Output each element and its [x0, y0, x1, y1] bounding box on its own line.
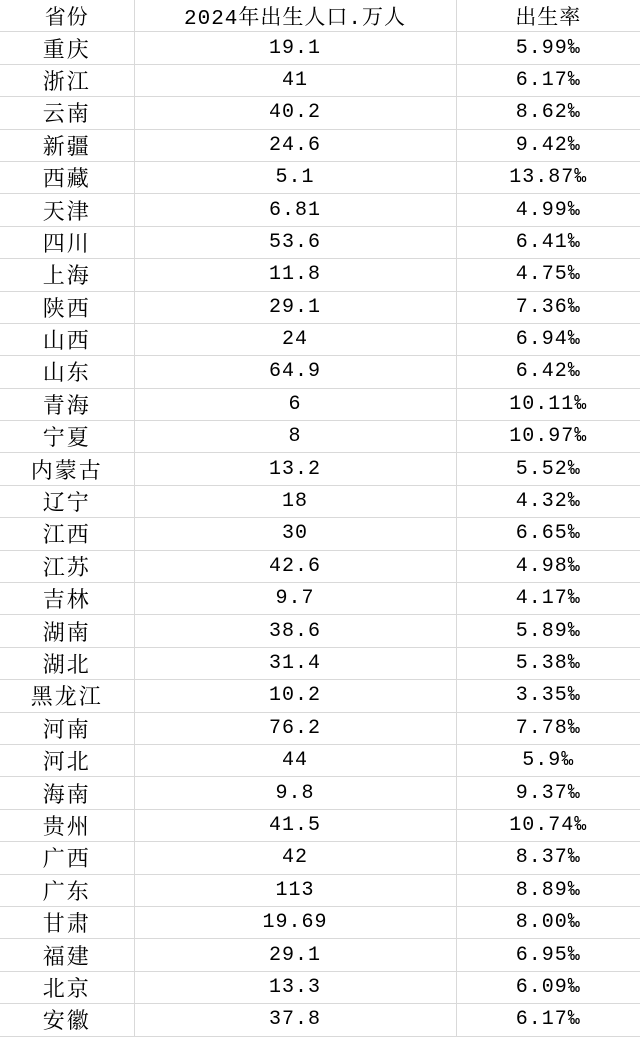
cell-province: 河北 [0, 744, 134, 776]
cell-province: 山西 [0, 323, 134, 355]
column-header-birthrate: 出生率 [456, 0, 640, 32]
cell-births: 41.5 [134, 809, 456, 841]
table-row [0, 97, 640, 129]
table-row [0, 388, 640, 420]
cell-province: 辽宁 [0, 485, 134, 517]
cell-province: 内蒙古 [0, 453, 134, 485]
cell-birthrate: 6.41‰ [456, 226, 640, 258]
cell-province: 宁夏 [0, 421, 134, 453]
cell-births: 38.6 [134, 615, 456, 647]
cell-births: 11.8 [134, 259, 456, 291]
cell-births: 8 [134, 421, 456, 453]
column-header-province: 省份 [0, 0, 134, 32]
cell-births: 40.2 [134, 97, 456, 129]
cell-births: 19.69 [134, 906, 456, 938]
table-row [0, 615, 640, 647]
cell-province: 河南 [0, 712, 134, 744]
cell-birthrate: 7.78‰ [456, 712, 640, 744]
cell-birthrate: 5.52‰ [456, 453, 640, 485]
cell-province: 北京 [0, 971, 134, 1003]
cell-births: 113 [134, 874, 456, 906]
cell-province: 吉林 [0, 583, 134, 615]
cell-province: 四川 [0, 226, 134, 258]
cell-province: 云南 [0, 97, 134, 129]
cell-birthrate: 6.17‰ [456, 64, 640, 96]
cell-births: 42.6 [134, 550, 456, 582]
cell-birthrate: 8.62‰ [456, 97, 640, 129]
cell-births: 24 [134, 323, 456, 355]
cell-province: 西藏 [0, 161, 134, 193]
cell-birthrate: 4.32‰ [456, 485, 640, 517]
cell-birthrate: 6.94‰ [456, 323, 640, 355]
cell-birthrate: 5.99‰ [456, 32, 640, 64]
cell-province: 浙江 [0, 64, 134, 96]
cell-province: 天津 [0, 194, 134, 226]
cell-births: 10.2 [134, 680, 456, 712]
table-row [0, 129, 640, 161]
cell-province: 上海 [0, 259, 134, 291]
table-row [0, 421, 640, 453]
cell-birthrate: 6.42‰ [456, 356, 640, 388]
cell-births: 13.3 [134, 971, 456, 1003]
cell-births: 76.2 [134, 712, 456, 744]
table-row [0, 874, 640, 906]
cell-birthrate: 5.38‰ [456, 647, 640, 679]
cell-province: 湖南 [0, 615, 134, 647]
cell-province: 青海 [0, 388, 134, 420]
table-row [0, 161, 640, 193]
cell-province: 重庆 [0, 32, 134, 64]
table-row [0, 32, 640, 64]
cell-birthrate: 13.87‰ [456, 161, 640, 193]
cell-birthrate: 10.11‰ [456, 388, 640, 420]
cell-province: 山东 [0, 356, 134, 388]
cell-births: 5.1 [134, 161, 456, 193]
cell-births: 19.1 [134, 32, 456, 64]
cell-birthrate: 4.75‰ [456, 259, 640, 291]
table-row [0, 906, 640, 938]
cell-province: 新疆 [0, 129, 134, 161]
table-row [0, 453, 640, 485]
table-header-row [0, 0, 640, 32]
cell-births: 18 [134, 485, 456, 517]
table-row [0, 226, 640, 258]
table-row [0, 194, 640, 226]
cell-province: 广东 [0, 874, 134, 906]
table-header [0, 0, 640, 32]
table-row [0, 939, 640, 971]
table-row [0, 323, 640, 355]
cell-province: 安徽 [0, 1004, 134, 1036]
cell-births: 37.8 [134, 1004, 456, 1036]
cell-province: 陕西 [0, 291, 134, 323]
table-row [0, 680, 640, 712]
cell-births: 6.81 [134, 194, 456, 226]
cell-province: 海南 [0, 777, 134, 809]
cell-births: 29.1 [134, 939, 456, 971]
column-header-births: 2024年出生人口.万人 [134, 0, 456, 32]
table-row [0, 1004, 640, 1036]
cell-province: 甘肃 [0, 906, 134, 938]
cell-births: 44 [134, 744, 456, 776]
cell-births: 64.9 [134, 356, 456, 388]
table-row [0, 356, 640, 388]
cell-birthrate: 6.09‰ [456, 971, 640, 1003]
table-row [0, 485, 640, 517]
cell-births: 30 [134, 518, 456, 550]
table-row [0, 809, 640, 841]
cell-birthrate: 10.97‰ [456, 421, 640, 453]
cell-births: 9.8 [134, 777, 456, 809]
table-row [0, 291, 640, 323]
cell-birthrate: 8.00‰ [456, 906, 640, 938]
cell-birthrate: 8.89‰ [456, 874, 640, 906]
table-body [0, 32, 640, 1036]
cell-births: 42 [134, 842, 456, 874]
cell-birthrate: 6.17‰ [456, 1004, 640, 1036]
cell-birthrate: 4.17‰ [456, 583, 640, 615]
table-row [0, 259, 640, 291]
table-row [0, 583, 640, 615]
cell-birthrate: 8.37‰ [456, 842, 640, 874]
table-row [0, 64, 640, 96]
cell-province: 湖北 [0, 647, 134, 679]
cell-births: 9.7 [134, 583, 456, 615]
table-row [0, 777, 640, 809]
cell-province: 江西 [0, 518, 134, 550]
cell-province: 福建 [0, 939, 134, 971]
cell-birthrate: 9.37‰ [456, 777, 640, 809]
cell-birthrate: 5.9‰ [456, 744, 640, 776]
cell-birthrate: 3.35‰ [456, 680, 640, 712]
cell-births: 24.6 [134, 129, 456, 161]
table-row [0, 712, 640, 744]
cell-province: 贵州 [0, 809, 134, 841]
table-row [0, 518, 640, 550]
cell-birthrate: 6.95‰ [456, 939, 640, 971]
table-row [0, 744, 640, 776]
cell-birthrate: 7.36‰ [456, 291, 640, 323]
cell-birthrate: 4.99‰ [456, 194, 640, 226]
cell-births: 6 [134, 388, 456, 420]
table-row [0, 842, 640, 874]
cell-birthrate: 5.89‰ [456, 615, 640, 647]
cell-birthrate: 9.42‰ [456, 129, 640, 161]
cell-province: 广西 [0, 842, 134, 874]
table-row [0, 647, 640, 679]
cell-births: 29.1 [134, 291, 456, 323]
table-row [0, 971, 640, 1003]
cell-birthrate: 10.74‰ [456, 809, 640, 841]
cell-birthrate: 4.98‰ [456, 550, 640, 582]
cell-province: 江苏 [0, 550, 134, 582]
cell-province: 黑龙江 [0, 680, 134, 712]
cell-births: 53.6 [134, 226, 456, 258]
table-row [0, 550, 640, 582]
cell-births: 41 [134, 64, 456, 96]
cell-births: 13.2 [134, 453, 456, 485]
cell-birthrate: 6.65‰ [456, 518, 640, 550]
cell-births: 31.4 [134, 647, 456, 679]
